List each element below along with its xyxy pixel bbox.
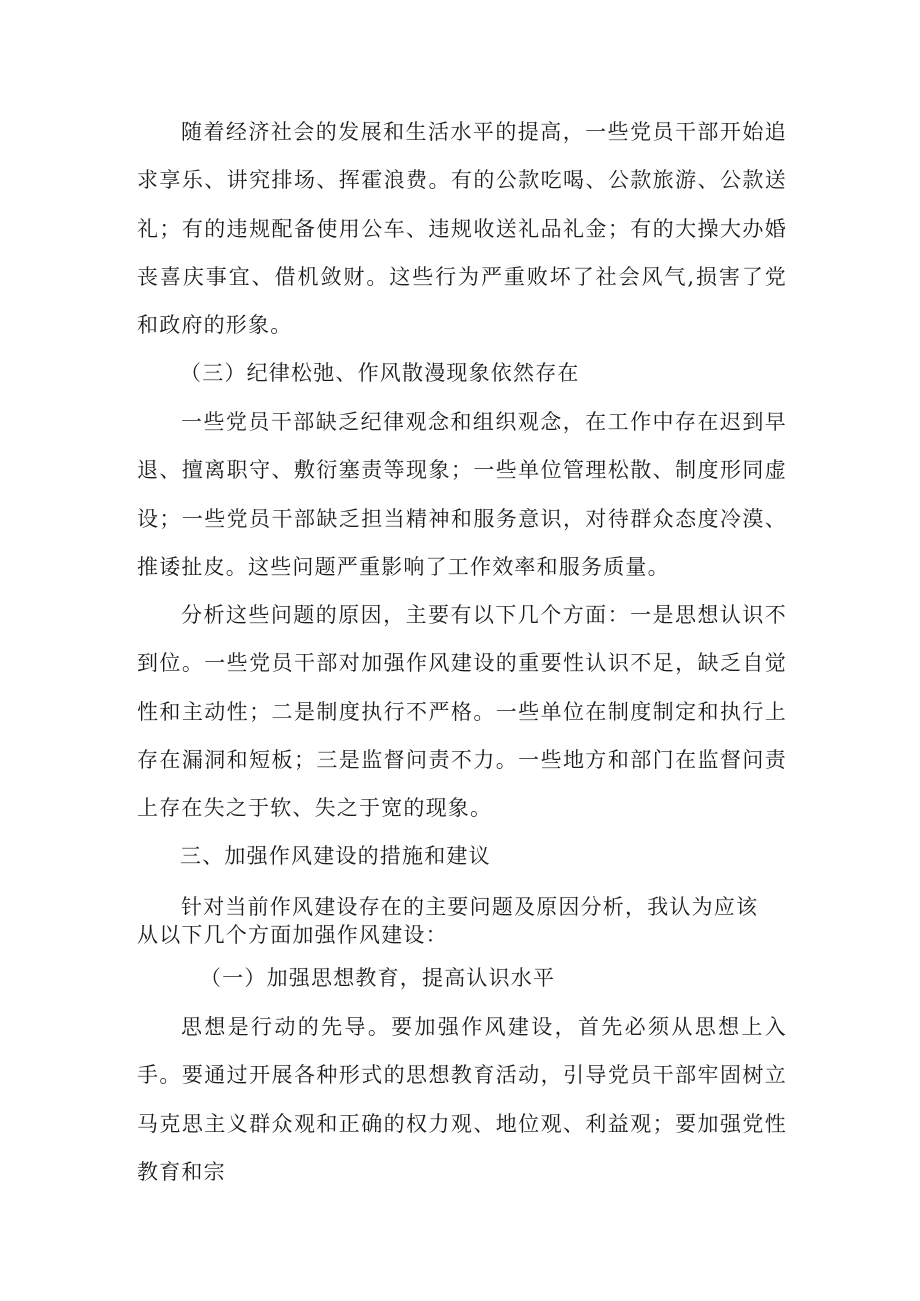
- paragraph-measures-intro: [137, 883, 787, 960]
- paragraph-causes: 分析这些问题的原因，主要有以下几个方面：一是思想认识不到位。一些党员干部对加强作风建设的重要性认识不足，缺乏自觉性和主动性；二是制度执行不严格。一些单位在制度制定和执行上存在漏洞和短板；三是监督问责不力。一些地方和部门在监督问责上存在失之于软、失之于宽的现象。: [137, 603, 787, 821]
- paragraph-extravagance: 随着经济社会的发展和生活水平的提高，一些党员干部开始追求享乐、讲究排场、挥霍浪费。有的公款吃喝、公款旅游、公款送礼；有的违规配备使用公车、违规收送礼品礼金；有的大操大办婚丧喜庆事宜、借机敛财。这些行为严重败坏了社会风气,损害了党和政府的形象。: [137, 120, 787, 338]
- paragraph-discipline: 一些党员干部缺乏纪律观念和组织观念，在工作中存在迟到早退、擅离职守、敷衍塞责等现象；一些单位管理松散、制度形同虚设；一些党员干部缺乏担当精神和服务意识，对待群众态度冷漠、推诿扯皮。这些问题严重影响了工作效率和服务质量。: [137, 410, 787, 579]
- paragraph-measures-intro-line-1: 针对当前作风建设存在的主要问题及原因分析，我认为应该: [181, 895, 759, 919]
- paragraph-measures-intro-line-2: 从以下几个方面加强作风建设：: [137, 923, 448, 948]
- paragraph-education: 思想是行动的先导。要加强作风建设，首先必须从思想上入手。要通过开展各种形式的思想教育活动，引导党员干部牢固树立马克思主义群众观和正确的权力观、地位观、利益观；要加强党性教育和宗: [137, 1015, 787, 1184]
- section-heading-measures: 三、加强作风建设的措施和建议: [180, 844, 491, 868]
- section-heading-discipline: （三）纪律松弛、作风散漫现象依然存在: [180, 361, 580, 385]
- subsection-heading-education: （一）加强思想教育，提高认识水平: [200, 966, 556, 990]
